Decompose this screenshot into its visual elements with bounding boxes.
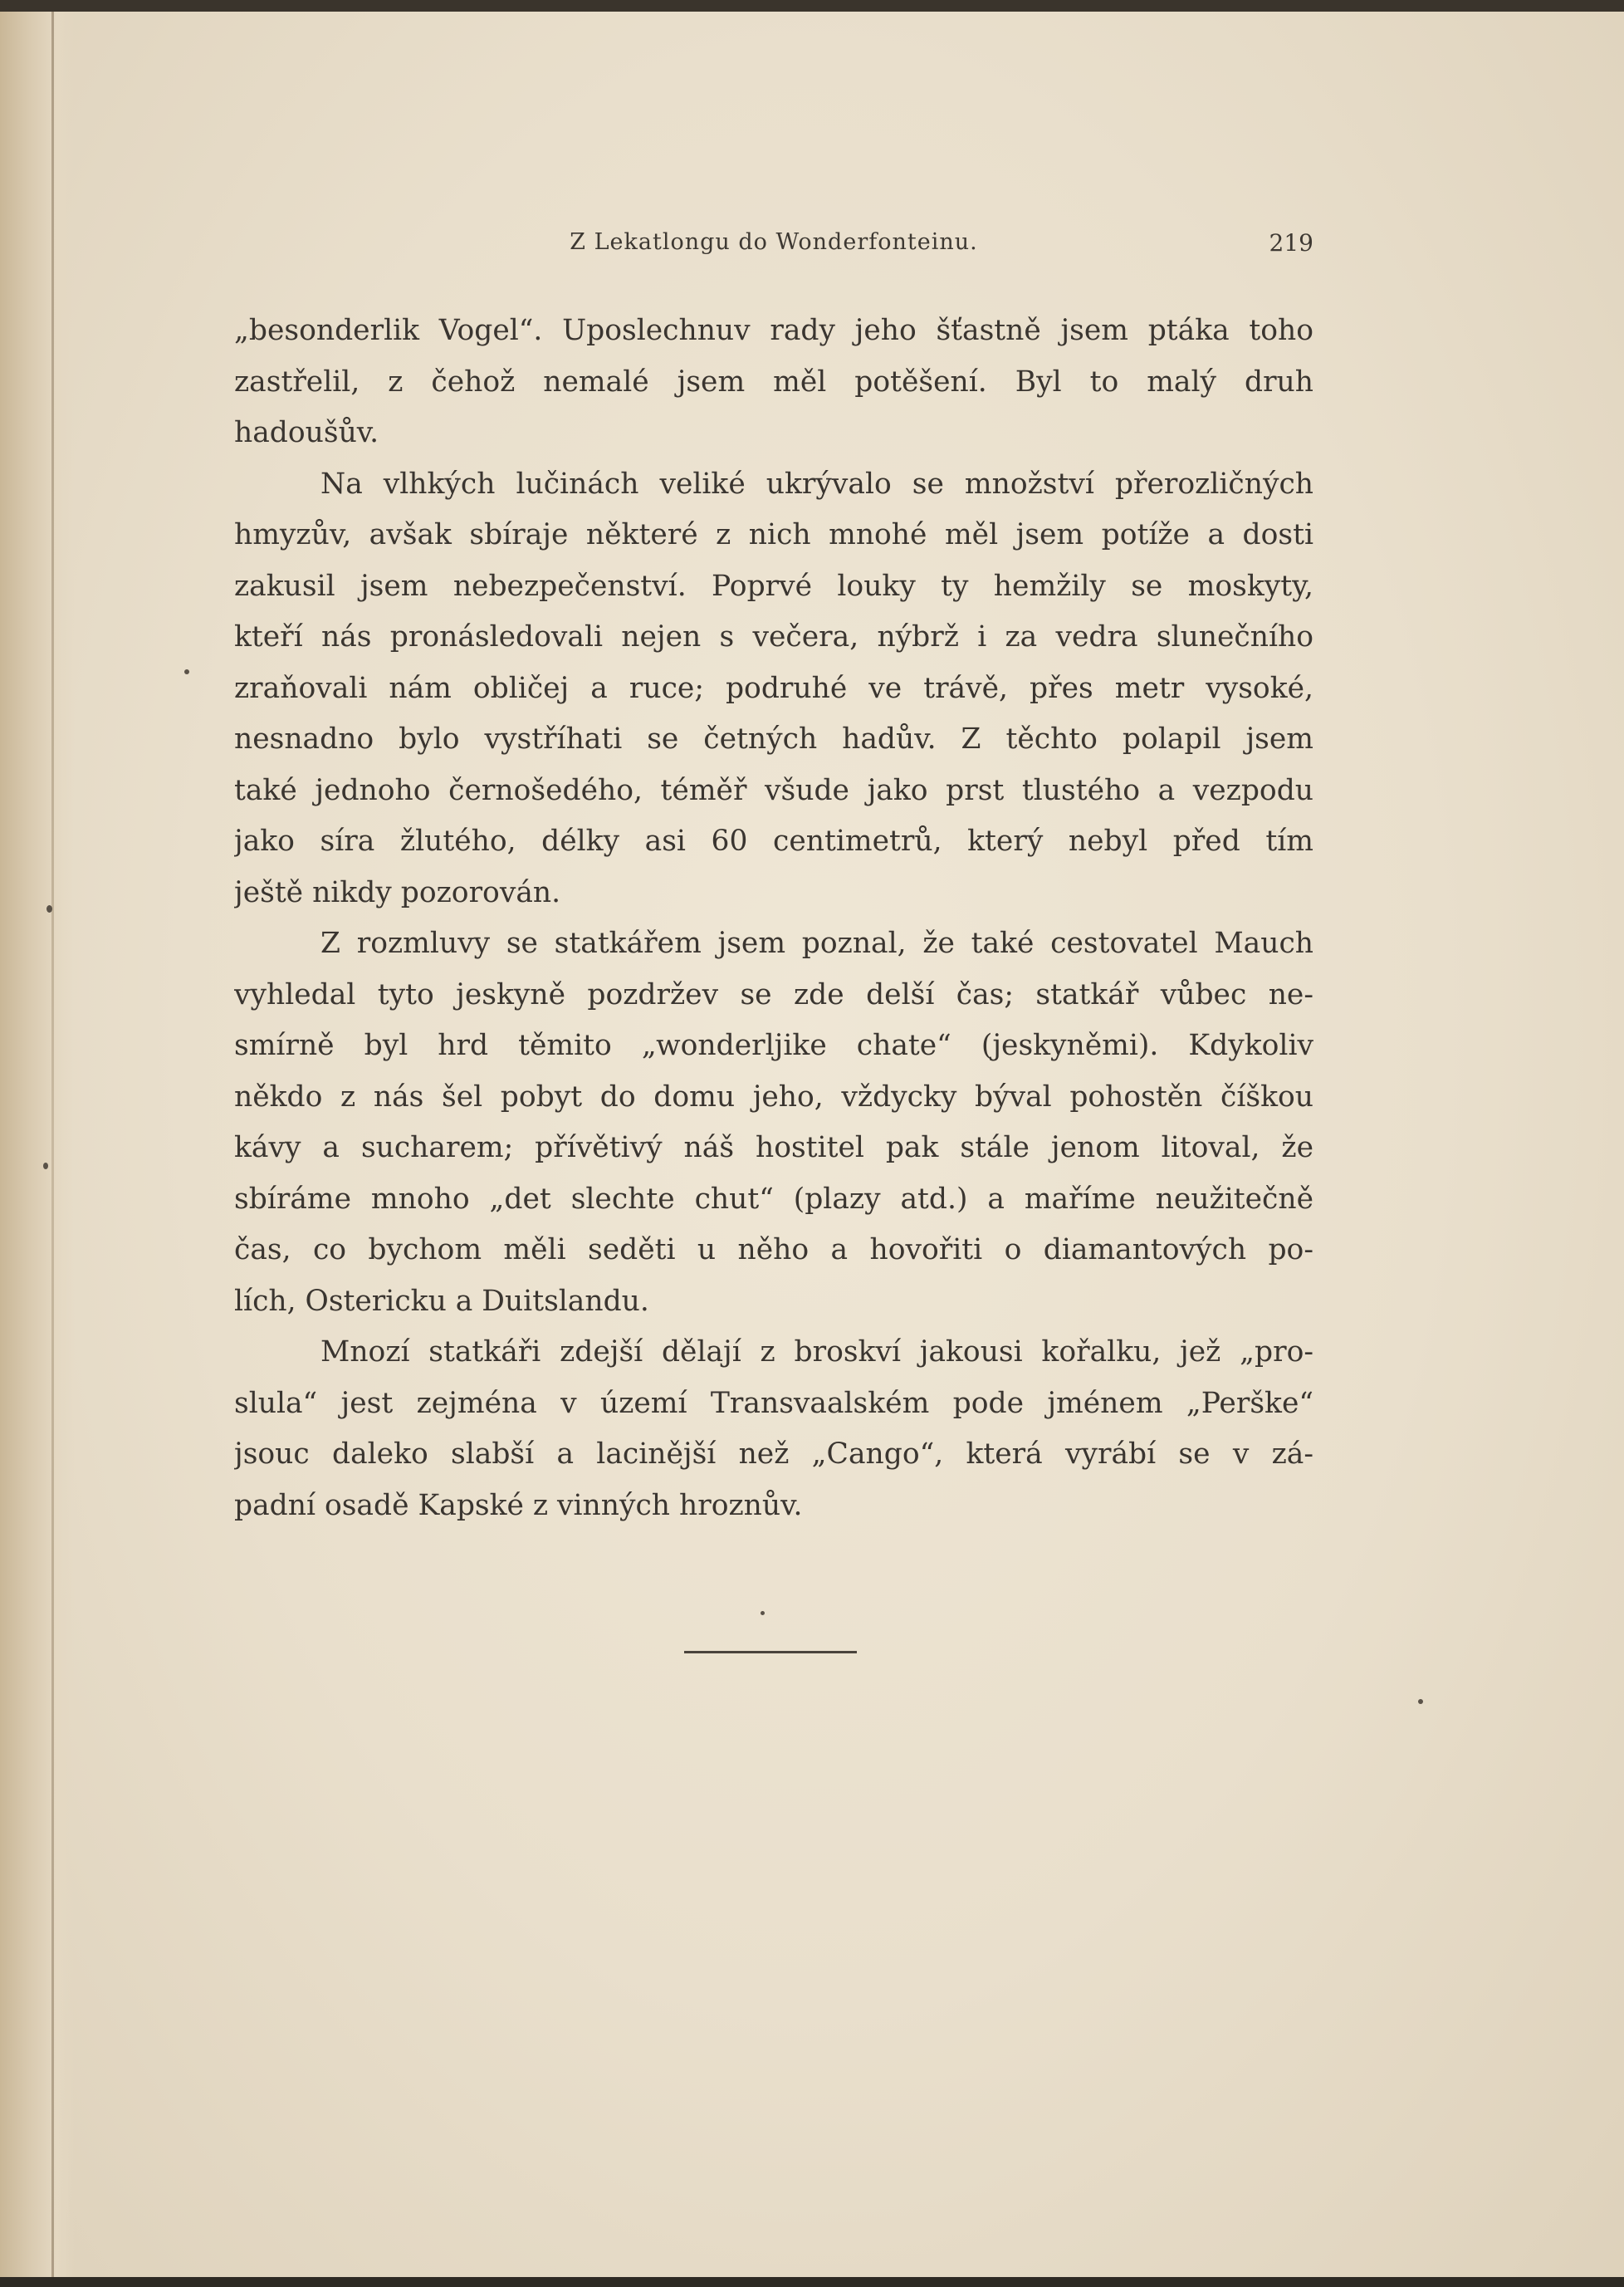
paragraph-4 — [234, 1327, 1313, 1531]
paper-speck — [43, 1163, 48, 1169]
binding-crease — [51, 12, 54, 2277]
text-line: hmyzův, avšak sbíraje některé z nich mnohé měl jsem potíže a dosti — [234, 518, 1313, 551]
text-line: nesnadno bylo vystříhati se četných hadův. Z těchto polapil jsem — [234, 722, 1313, 756]
running-head — [234, 229, 1313, 262]
text-line: „besonderlik Vogel“. Uposlechnuv rady jeho šťastně jsem ptáka toho — [234, 314, 1313, 347]
text-line: kteří nás pronásledovali nejen s večera, nýbrž i za vedra slunečního — [234, 620, 1313, 654]
text-line: jako síra žlutého, délky asi 60 centimetrů, který nebyl před tím — [234, 825, 1313, 858]
text-line: Mnozí statkáři zdejší dělají z broskví jakousi kořalku, jež „pro- — [320, 1335, 1313, 1369]
paragraph-1 — [234, 306, 1313, 459]
end-rule — [684, 1651, 857, 1653]
binding-gutter — [0, 12, 75, 2277]
text-line: jsouc daleko slabší a lacinější než „Cango“, která vyrábí se v zá- — [234, 1437, 1313, 1471]
paragraph-3 — [234, 918, 1313, 1327]
paragraph-2 — [234, 459, 1313, 919]
text-line: čas, co bychom měli seděti u něho a hovořiti o diamantových po- — [234, 1233, 1313, 1266]
text-line: hadoušův. — [234, 416, 379, 449]
text-line: zakusil jsem nebezpečenství. Poprvé louky ty hemžily se moskyty, — [234, 569, 1313, 603]
scan-edge-bottom — [0, 2277, 1624, 2287]
paper-speck — [1418, 1699, 1423, 1704]
text-line: Na vlhkých lučinách veliké ukrývalo se množství přerozličných — [320, 467, 1313, 501]
paper-speck — [184, 669, 189, 674]
running-title: Z Lekatlongu do Wonderfonteinu. — [570, 229, 978, 255]
scan-edge-top — [0, 0, 1624, 12]
text-line: sbíráme mnoho „det slechte chut“ (plazy atd.) a maříme neužitečně — [234, 1182, 1313, 1216]
paper-speck — [761, 1611, 765, 1615]
text-line: vyhledal tyto jeskyně pozdržev se zde delší čas; statkář vůbec ne- — [234, 977, 1313, 1011]
text-line: padní osadě Kapské z vinných hroznův. — [234, 1488, 803, 1522]
text-line: kávy a sucharem; přívětivý náš hostitel pak stále jenom litoval, že — [234, 1131, 1313, 1164]
text-line: zraňovali nám obličej a ruce; podruhé ve trávě, přes metr vysoké, — [234, 671, 1313, 705]
text-line: ještě nikdy pozorován. — [234, 875, 561, 909]
text-line: také jednoho černošedého, téměř všude jako prst tlustého a vezpodu — [234, 773, 1313, 807]
body-text — [234, 306, 1313, 1531]
page-number: 219 — [1269, 229, 1313, 257]
text-line: někdo z nás šel pobyt do domu jeho, vždycky býval pohostěn číškou — [234, 1080, 1313, 1114]
text-line: smírně byl hrd těmito „wonderljike chate“ (jeskyněmi). Kdykoliv — [234, 1029, 1313, 1062]
text-line: lích, Ostericku a Duitslandu. — [234, 1284, 649, 1318]
text-line: Z rozmluvy se statkářem jsem poznal, že také cestovatel Mauch — [320, 927, 1313, 960]
text-line: zastřelil, z čehož nemalé jsem měl potěšení. Byl to malý druh — [234, 365, 1313, 399]
paper-speck — [46, 905, 52, 913]
text-line: slula“ jest zejména v území Transvaalském pode jménem „Perške“ — [234, 1386, 1313, 1420]
